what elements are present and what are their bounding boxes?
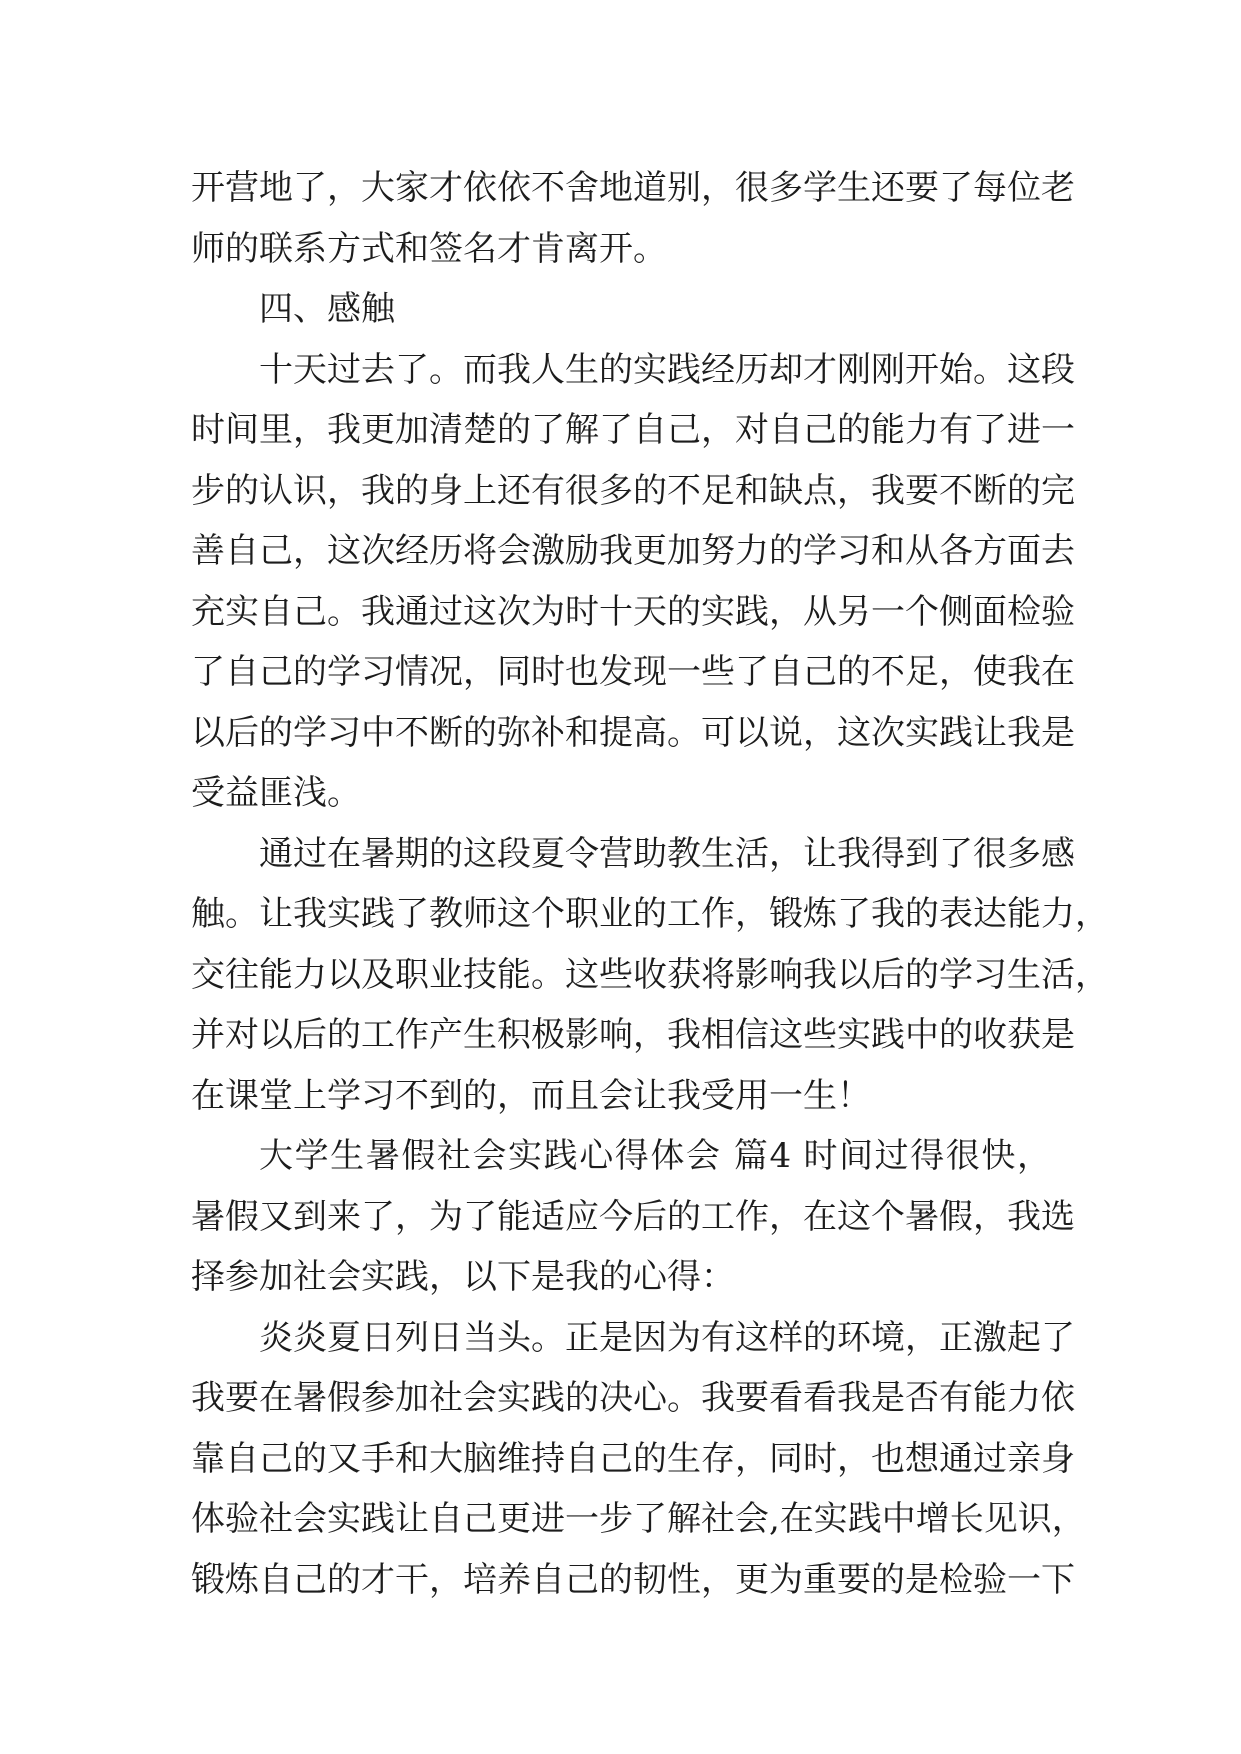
- text-line: 时间里，我更加清楚的了解了自己，对自己的能力有了进一: [191, 410, 1075, 450]
- text-line: 善自己，这次经历将会激励我更加努力的学习和从各方面去: [191, 531, 1075, 571]
- text-line: 师的联系方式和签名才肯离开。: [191, 228, 667, 269]
- text-line: 择参加社会实践，以下是我的心得：: [191, 1257, 735, 1297]
- text-line: 以后的学习中不断的弥补和提高。可以说，这次实践让我是: [191, 712, 1075, 753]
- text-line: 在课堂上学习不到的，而且会让我受用一生！: [191, 1075, 871, 1116]
- section-heading: 四、感触: [259, 289, 395, 329]
- text-line: 锻炼自己的才干，培养自己的韧性，更为重要的是检验一下: [191, 1559, 1075, 1600]
- text-line: 受益匪浅。: [191, 773, 361, 813]
- document-body: [191, 158, 1109, 1610]
- text-line: 靠自己的又手和大脑维持自己的生存，同时，也想通过亲身: [191, 1438, 1075, 1479]
- text-line: 了自己的学习情况，同时也发现一些了自己的不足，使我在: [191, 652, 1075, 692]
- text-line: 开营地了，大家才依依不舍地道别，很多学生还要了每位老: [191, 168, 1075, 208]
- text-line: 十天过去了。而我人生的实践经历却才刚刚开始。这段: [259, 349, 1075, 390]
- text-line: 通过在暑期的这段夏令营助教生活，让我得到了很多感: [259, 833, 1075, 874]
- text-line: 并对以后的工作产生积极影响，我相信这些实践中的收获是: [191, 1015, 1075, 1055]
- text-line: 触。让我实践了教师这个职业的工作，锻炼了我的表达能力，: [191, 894, 1109, 934]
- text-line: 步的认识，我的身上还有很多的不足和缺点，我要不断的完: [191, 470, 1075, 511]
- text-line: 体验社会实践让自己更进一步了解社会,在实践中增长见识，: [191, 1499, 1086, 1539]
- text-line: 暑假又到来了，为了能适应今后的工作，在这个暑假，我选: [191, 1196, 1075, 1237]
- text-line: 大学生暑假社会实践心得体会 篇4 时间过得很快，: [259, 1136, 1051, 1176]
- text-line: 充实自己。我通过这次为时十天的实践，从另一个侧面检验: [191, 591, 1075, 632]
- text-line: 我要在暑假参加社会实践的决心。我要看看我是否有能力依: [191, 1378, 1075, 1418]
- text-line: 交往能力以及职业技能。这些收获将影响我以后的学习生活，: [191, 954, 1109, 995]
- text-line: 炎炎夏日列日当头。正是因为有这样的环境，正激起了: [259, 1317, 1075, 1358]
